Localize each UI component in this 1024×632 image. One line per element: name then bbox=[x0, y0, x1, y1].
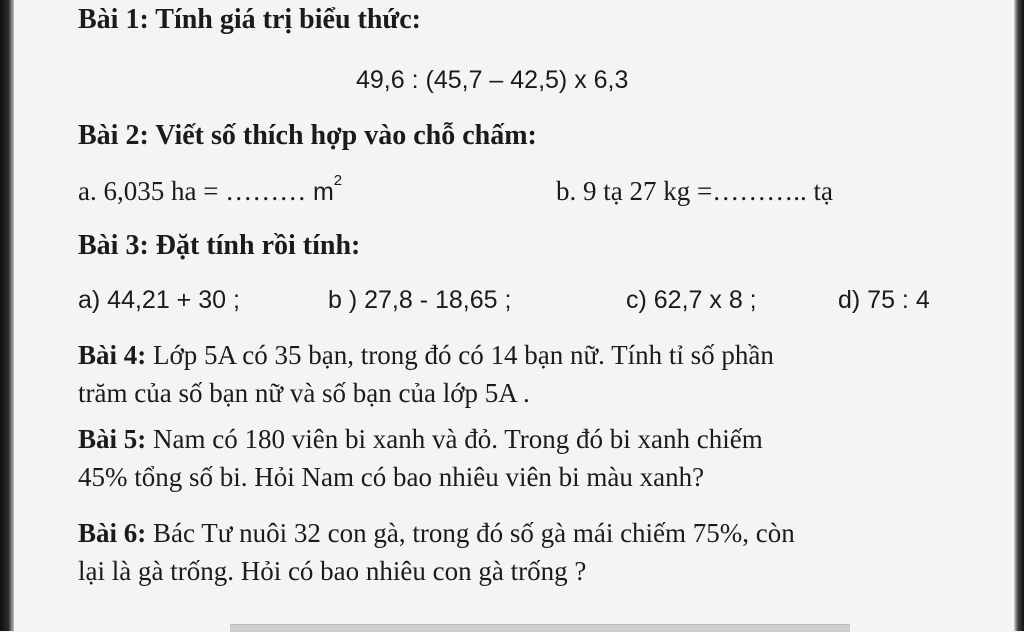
bai3-heading: Bài 3: Đặt tính rồi tính: bbox=[78, 230, 361, 261]
bai2-a-unit bbox=[312, 172, 343, 206]
bai1-heading: Bài 1: Tính giá trị biểu thức: bbox=[78, 4, 421, 35]
bai6-label: Bài 6: bbox=[78, 518, 147, 548]
bai5-line-2: 45% tổng số bi. Hỏi Nam có bao nhiêu viên bi màu xanh? bbox=[78, 462, 705, 492]
bai3-item-b: b ) 27,8 - 18,65 ; bbox=[328, 286, 512, 314]
bai2-b-label: b. bbox=[556, 176, 577, 206]
bai4-line-2: trăm của số bạn nữ và số bạn của lớp 5A . bbox=[78, 378, 530, 408]
bai2-part-a bbox=[78, 172, 343, 207]
bai2-a-value: 6,035 ha bbox=[103, 176, 197, 206]
bai2-a-equals: = ……… bbox=[203, 176, 307, 206]
bai2-a-label: a. bbox=[78, 176, 97, 206]
bai3-item-d: d) 75 : 4 bbox=[838, 286, 930, 314]
bai5-line-1 bbox=[78, 424, 763, 455]
bai3-item-c: c) 62,7 x 8 ; bbox=[626, 286, 757, 314]
bai2-a-unit-exponent: 2 bbox=[333, 172, 343, 189]
photo-right-edge bbox=[1014, 0, 1024, 631]
bai4-label: Bài 4: bbox=[78, 340, 147, 370]
bai4-line-1 bbox=[78, 340, 774, 371]
bai1-expression: 49,6 : (45,7 – 42,5) x 6,3 bbox=[356, 66, 629, 94]
bai2-heading: Bài 2: Viết số thích hợp vào chỗ chấm: bbox=[78, 120, 537, 151]
bai5-label: Bài 5: bbox=[78, 424, 147, 454]
bai5-text-1: Nam có 180 viên bi xanh và đỏ. Trong đó bi xanh chiếm bbox=[153, 424, 763, 454]
bai4-text-1: Lớp 5A có 35 bạn, trong đó có 14 bạn nữ. Tính tỉ số phần bbox=[153, 340, 774, 370]
bai2-part-b bbox=[556, 176, 833, 207]
bai6-line-1 bbox=[78, 518, 795, 549]
bai2-a-unit-base: m bbox=[312, 178, 334, 206]
bai2-b-value: 9 tạ 27 kg =……….. tạ bbox=[583, 176, 833, 206]
bai6-text-1: Bác Tư nuôi 32 con gà, trong đó số gà mái chiếm 75%, còn bbox=[153, 518, 795, 548]
bai6-line-2: lại là gà trống. Hỏi có bao nhiêu con gà trống ? bbox=[78, 556, 587, 586]
photo-left-edge bbox=[0, 0, 14, 631]
bai3-item-a: a) 44,21 + 30 ; bbox=[78, 286, 240, 314]
